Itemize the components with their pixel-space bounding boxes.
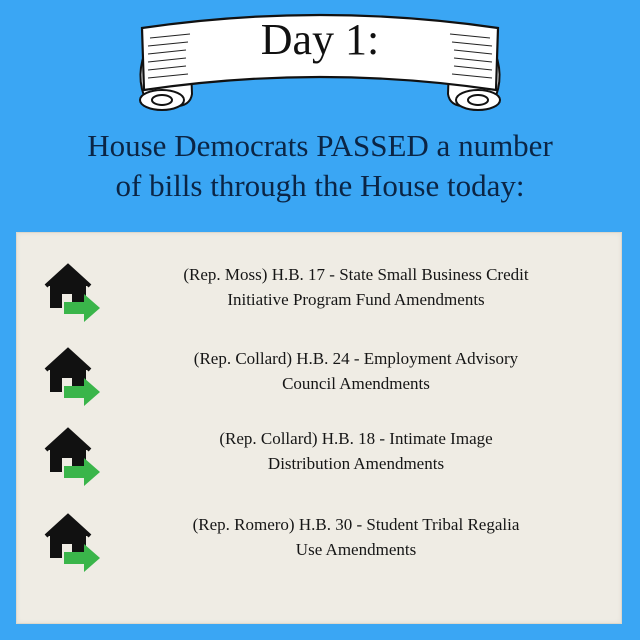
bill-line-1: (Rep. Moss) H.B. 17 - State Small Business Credit [183,265,529,284]
house-arrow-icon [42,422,106,486]
bill-item [16,342,622,412]
bill-line-2: Use Amendments [295,540,417,559]
house-arrow-icon [42,508,106,572]
bill-text [106,346,606,396]
bill-text [106,262,606,312]
house-arrow-icon [42,258,106,322]
headline-line-2: of bills through the House today: [115,168,525,203]
bill-text [106,512,606,562]
bill-line-2: Council Amendments [282,374,430,393]
banner-title: Day 1: [260,15,380,64]
house-arrow-icon [42,342,106,406]
headline [0,126,640,206]
bill-item [16,508,622,578]
bill-item [16,422,622,492]
bill-text [106,426,606,476]
bill-list-card [16,232,622,624]
bill-line-1: (Rep. Collard) H.B. 18 - Intimate Image [219,429,493,448]
headline-line-1: House Democrats PASSED a number [87,128,553,163]
bill-line-1: (Rep. Collard) H.B. 24 - Employment Advisory [193,349,519,368]
scroll-banner [130,8,510,118]
bill-line-2: Initiative Program Fund Amendments [227,290,485,309]
bill-line-1: (Rep. Romero) H.B. 30 - Student Tribal Regalia [192,515,520,534]
bill-item [16,258,622,328]
bill-line-2: Distribution Amendments [267,454,445,473]
